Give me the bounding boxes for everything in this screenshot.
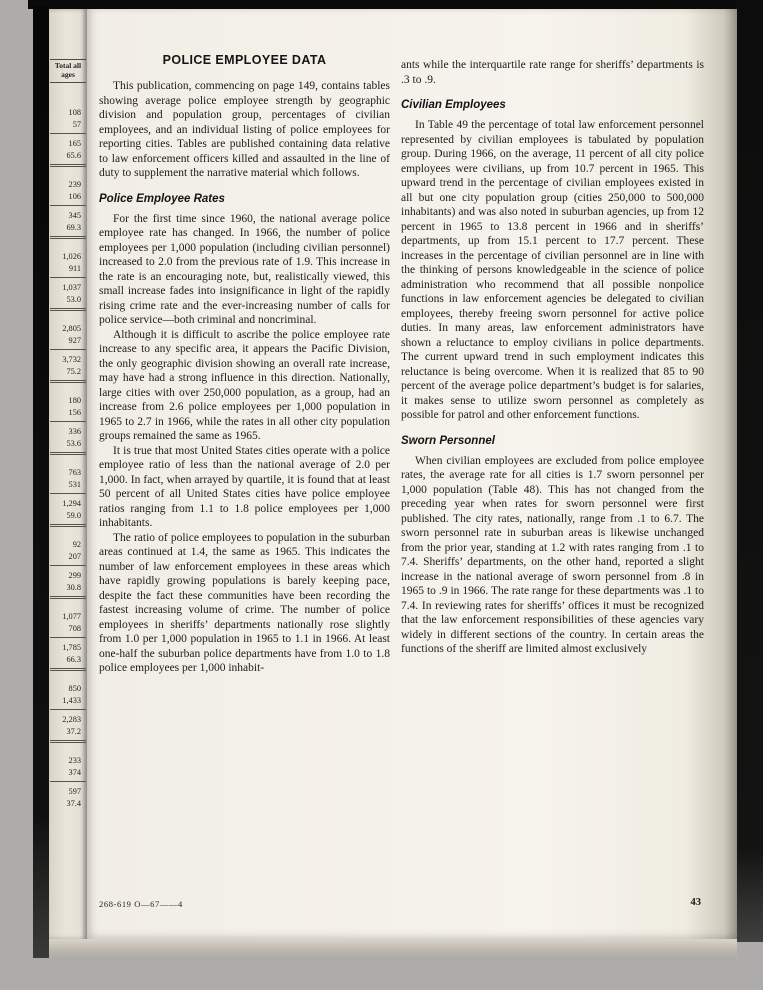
table-value: 57 bbox=[72, 119, 81, 129]
table-value: 65.6 bbox=[66, 150, 81, 160]
section-heading-civilian-employees: Civilian Employees bbox=[401, 99, 506, 111]
paragraph: Although it is difficult to ascribe the police employee rate increase to any specific area, it appears the Pacific Division, the only geographic division showing an overall rate increase, may have had a strong influence in this direction. Nationally, large cities with over 250,000 population, as a group, had an increase from 2.6 police employees per 1,000 population in 1965 to 2.7 in 1966, while the rates in all other city population groups remained the same as 1965. bbox=[99, 328, 390, 442]
continuation-paragraph: ants while the interquartile rate range for sheriffs’ departments is .3 to .9. bbox=[401, 59, 704, 86]
table-column-header: Total all ages bbox=[50, 59, 86, 83]
table-value: 1,433 bbox=[62, 695, 81, 705]
table-value: 37.2 bbox=[66, 726, 81, 736]
scan-top-edge bbox=[28, 0, 763, 9]
table-row bbox=[50, 391, 86, 422]
table-value: 531 bbox=[68, 479, 81, 489]
table-value: 763 bbox=[68, 468, 81, 477]
table-row bbox=[50, 103, 86, 134]
table-value: 1,037 bbox=[62, 283, 81, 292]
left-text-column bbox=[99, 53, 390, 676]
table-value: 75.2 bbox=[66, 366, 81, 376]
table-value: 106 bbox=[68, 191, 81, 201]
table-value: 911 bbox=[68, 263, 81, 273]
table-value: 53.6 bbox=[66, 438, 81, 448]
table-value: 66.3 bbox=[66, 654, 81, 664]
table-row bbox=[50, 175, 86, 206]
table-value: 233 bbox=[68, 756, 81, 765]
page-number: 43 bbox=[690, 897, 701, 908]
table-value: 30.8 bbox=[66, 582, 81, 592]
printers-code: 268-619 O—67——4 bbox=[99, 899, 183, 909]
intro-paragraph: This publication, commencing on page 149, contains tables showing average police employee strength by geographic division and population group, percentages of civilian employees, and an individual listing of police employees for reporting cities. Tables are published containing data relative to law enforcement officers killed and assaulted in the line of duty to supplement the narrative material which follows. bbox=[99, 80, 390, 179]
table-row bbox=[50, 566, 86, 599]
paragraph: It is true that most United States cities operate with a police employee ratio of less than the national average of 2.0 per 1,000. In fact, when arrayed by quartile, it is found that at least 50 percent of all United States cities have police employee ratios ranging from 1.1 to 1.8 police employees per 1,000 inhabitants. bbox=[99, 444, 390, 529]
section-heading-sworn-personnel: Sworn Personnel bbox=[401, 434, 495, 447]
paragraph: When civilian employees are excluded from police employee rates, the average rate for all cities is 1.7 sworn personnel per 1,000 population (Table 48). This has not changed from the preceding year when rates for sworn personnel were first published. The city rates, nationally, range from .1 to 6.7. The sworn personnel rate in suburban areas is likewise unchanged from the prior year, standing at 1.2 with rates ranging from .1 to 7.4. Sheriffs’ departments, on the other hand, reported a slight increase in the national average of sworn personnel from .8 in 1965 to .9 in 1966. The rate range for these departments was .1 to 7.4. In reviewing rates for sheriffs’ offices it must be recognized that the law enforcement responsibilities of these agencies vary widely in different sections of the country. In certain areas the functions of the sheriff are limited almost exclusively bbox=[401, 454, 704, 655]
table-value: 180 bbox=[68, 396, 81, 405]
table-row bbox=[50, 422, 86, 455]
table-value: 1,294 bbox=[62, 499, 81, 508]
table-value: 3,732 bbox=[62, 355, 81, 364]
table-value: 345 bbox=[68, 211, 81, 220]
scan-page-bottom-edge bbox=[49, 939, 737, 957]
table-row bbox=[50, 751, 86, 782]
table-value: 336 bbox=[68, 427, 81, 436]
table-value: 165 bbox=[68, 139, 81, 148]
page-title: POLICE EMPLOYEE DATA bbox=[162, 53, 327, 67]
table-value: 927 bbox=[68, 335, 81, 345]
table-value: 59.0 bbox=[66, 510, 81, 520]
table-value: 299 bbox=[68, 571, 81, 580]
paragraph: For the first time since 1960, the national average police employee rate has changed. In 1966, the number of police employees per 1,000 population (including civilian personnel) increased to 2.0 from the previous rate of 1.9. This increase in the rate is an encouraging note, but, realistically viewed, this small increase fades into insignificance in light of the rapidly rising crime rate and the ever-increasing number of calls for police service—both criminal and noncriminal. bbox=[99, 212, 390, 326]
table-row bbox=[50, 206, 86, 239]
table-row bbox=[50, 134, 86, 167]
table-value: 2,805 bbox=[62, 324, 81, 333]
table-value: 850 bbox=[68, 684, 81, 693]
table-value: 708 bbox=[68, 623, 81, 633]
table-row bbox=[50, 710, 86, 743]
table-value: 108 bbox=[68, 108, 81, 117]
table-value: 92 bbox=[72, 540, 81, 549]
table-row bbox=[50, 247, 86, 278]
table-value: 239 bbox=[68, 180, 81, 189]
paragraph: The ratio of police employees to population in the suburban areas continued at 1.4, the same as 1965. This indicates the number of law enforcement employees in these areas which have rapidly growing populations is barely keeping pace, despite the fact these communities have been recording the fastest increasing volume of crime. The number of police employees in sheriffs’ departments nationally rose slightly from 1.0 per 1,000 population in 1965 to 1.1 in 1966. At least one-half the suburban police departments have from 1.0 to 1.8 police employees per 1,000 inhabit- bbox=[99, 531, 390, 674]
table-row bbox=[50, 278, 86, 311]
table-row bbox=[50, 350, 86, 383]
table-row bbox=[50, 638, 86, 671]
prev-page-table-column bbox=[49, 9, 87, 812]
scan-left-binding-edge bbox=[33, 6, 49, 958]
paragraph: In Table 49 the percentage of total law enforcement personnel represented by civilian employees is tabulated by population group. During 1966, on the average, 11 percent of all city police employees were civilians, up from 10.7 percent in 1965. This upward trend in the percentage of civilian employees existed in all but one city population group (cities 250,000 to 500,000 inhabitants) and was also noted in suburban agencies, up from 12 percent in 1965 to 13.8 percent in 1966 and in sheriffs’ departments, up from 15.1 percent to 17.7 percent. These increases in the percentage of civilian personnel are in line with the thinking of persons knowledgeable in the science of police administration who recommend that all possible nonpolice functions in law enforcement agencies be delegated to civilian employees, thereby freeing sworn personnel for active police duties. In many areas, law enforcement administrators have shown a reluctance to employ civilians in police departments. The current upward trend in such employment indicates this reluctance is being overcome. When it is realized that 85 to 90 percent of the average police department’s budget is for salaries, it makes sense to utilize sworn personnel as completely as possible for patrol and other enforcement functions. bbox=[401, 119, 704, 421]
right-text-column bbox=[401, 58, 704, 657]
table-value: 597 bbox=[68, 787, 81, 796]
table-row bbox=[50, 679, 86, 710]
table-value: 207 bbox=[68, 551, 81, 561]
document-page bbox=[87, 9, 737, 939]
table-value: 1,785 bbox=[62, 643, 81, 652]
table-value: 2,283 bbox=[62, 715, 81, 724]
table-value: 156 bbox=[68, 407, 81, 417]
prev-page-table-values bbox=[49, 103, 87, 812]
table-row bbox=[50, 319, 86, 350]
section-heading-police-employee-rates: Police Employee Rates bbox=[99, 192, 225, 205]
table-row bbox=[50, 535, 86, 566]
previous-page-edge bbox=[49, 9, 87, 939]
table-value: 1,026 bbox=[62, 252, 81, 261]
table-row bbox=[50, 782, 86, 812]
table-row bbox=[50, 494, 86, 527]
table-row bbox=[50, 463, 86, 494]
table-value: 53.0 bbox=[66, 294, 81, 304]
table-value: 37.4 bbox=[66, 798, 81, 808]
table-row bbox=[50, 607, 86, 638]
table-value: 374 bbox=[68, 767, 81, 777]
scan-right-edge bbox=[737, 0, 763, 942]
table-value: 1,077 bbox=[62, 612, 81, 621]
table-value: 69.3 bbox=[66, 222, 81, 232]
